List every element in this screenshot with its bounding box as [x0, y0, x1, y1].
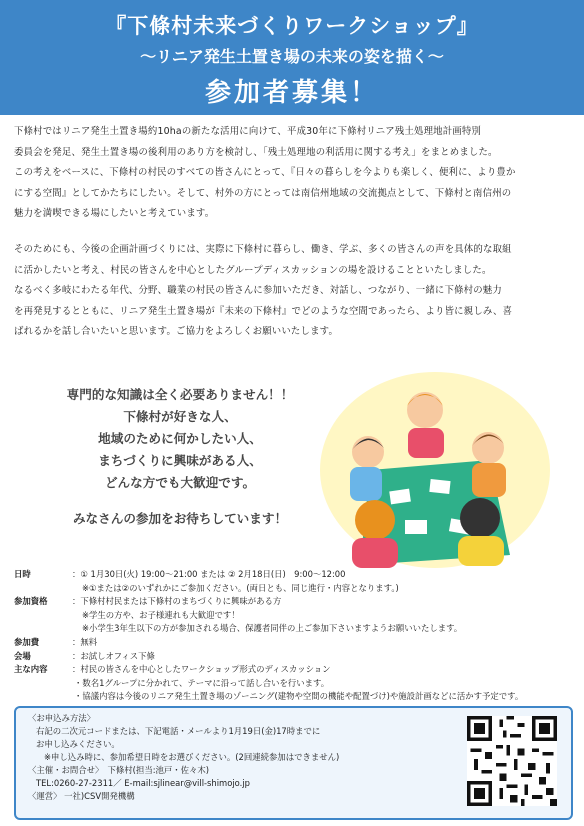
callout-line: 下條村が好きな人、	[123, 409, 237, 424]
intro-line: なるべく多岐にわたる年代、分野、職業の村民の皆さんに参加いただき、対話し、つながり、一緒に下條村の魅力	[14, 285, 502, 296]
page-subtitle: 〜リニア発生土置き場の未来の姿を描く〜	[140, 47, 444, 66]
detail-datetime	[14, 568, 574, 582]
detail-note: ※①または②のいずれかにご参加ください。(両日とも、同じ進行・内容となります。)	[82, 582, 399, 593]
intro-line: そのためにも、今後の企画計画づくりには、実際に下條村に暮らし、働き、学ぶ、多くの皆さんの声を具体的な取組	[14, 244, 512, 255]
detail-note: ※小学生3年生以下の方が参加される場合、保護者同伴の上ご参加下さいますようお願いいたします。	[82, 623, 463, 634]
application-info	[28, 712, 448, 803]
intro-paragraph-1	[14, 122, 574, 225]
callout-line: 専門的な知識は全く必要ありません！！	[66, 387, 294, 402]
contact-tel-email[interactable]: TEL:0260-27-2311／ E-mail:sjlinear@vill-shimojo.jp	[36, 778, 250, 788]
detail-label: 日時	[14, 569, 31, 579]
application-line: 右記の二次元コードまたは、下記電話・メールより1月19日(金)17時までに	[36, 726, 321, 736]
recruit-heading: 参加者募集！	[204, 78, 379, 108]
intro-line: 魅力を満喫できる場にしたいと考えています。	[14, 208, 215, 219]
detail-value: ：無料	[72, 636, 98, 647]
operator-line: 〈運営〉 一社)CSV開発機構	[28, 791, 135, 801]
people-illustration	[310, 370, 550, 575]
header-banner	[0, 0, 584, 115]
welcome-callout	[30, 384, 330, 494]
application-heading: 〈お申込み方法〉	[28, 713, 95, 723]
detail-note: ※学生の方や、お子様連れも大歓迎です！	[82, 609, 240, 620]
detail-venue	[14, 650, 574, 664]
detail-label: 会場	[14, 650, 31, 661]
detail-label: 参加費	[14, 636, 40, 647]
detail-label: 主な内容	[14, 664, 48, 675]
detail-content	[14, 663, 574, 677]
page-title: 『下條村未来づくりワークショップ』	[105, 14, 479, 38]
intro-line: に活かしたいと考え、村民の皆さんを中心としたグループディスカッションの場を設けることといたしました。	[14, 264, 492, 276]
intro-line: を再発見するとともに、リニア発生土置き場が『未来の下條村』でどのような空間であったら、より皆に親しみ、喜	[14, 305, 513, 317]
detail-value: ：お試しオフィス下條	[72, 650, 155, 661]
application-line: お申し込みください。	[36, 739, 120, 749]
application-box	[14, 706, 573, 820]
detail-eligibility	[14, 595, 574, 609]
qr-code-icon[interactable]	[467, 716, 557, 806]
detail-fee	[14, 636, 574, 650]
event-details	[14, 568, 574, 704]
detail-bullet: ・数名1グループに分かれて、テーマに沿って話し合いを行います。	[74, 677, 330, 688]
intro-line: ばれるかを話し合いたいと思います。ご協力をよろしくお願いいたします。	[14, 326, 339, 337]
contact-line: 〈主催・お問合せ〉 下條村(担当:池戸・佐々木)	[28, 765, 210, 775]
detail-value: ：村民の皆さんを中心としたワークショップ形式のディスカッション	[72, 664, 331, 675]
intro-line: 委員会を発足、発生土置き場の後利用のあり方を検討し、「残土処理地の利活用に関する考え」をまとめました。	[14, 146, 498, 158]
detail-label: 参加資格	[14, 596, 48, 607]
intro-line: この考えをベースに、下條村の村民のすべての皆さんにとって、『日々の暮らしを今よりも楽しく、便利に、より豊か	[14, 167, 516, 178]
callout-line: 地域のために何かしたい人、	[98, 431, 262, 446]
detail-bullet: ・協議内容は今後のリニア発生土置き場のゾーニング(建物や空間の機能や配置づけ)や施設計画などに活かす予定です。	[74, 691, 524, 702]
callout-line: どんな方でも大歓迎です。	[104, 475, 256, 490]
callout-closing: みなさんの参加をお待ちしています！	[72, 511, 288, 526]
intro-paragraph-2	[14, 240, 574, 343]
application-line: ※申し込み時に、参加希望日時をお選びください。(2回連続参加はできません)	[44, 752, 340, 762]
intro-line: 下條村ではリニア発生土置き場約10haの新たな活用に向けて、平成30年に下條村リニア残土処理地計画特別	[14, 126, 482, 137]
detail-value: ：① 1月30日(火) 19:00～21:00 または ② 2月18日(日) 9:00～12:00	[72, 569, 346, 579]
detail-value: ：下條村村民または下條村のまちづくりに興味がある方	[72, 596, 282, 607]
callout-line: まちづくりに興味がある人、	[98, 453, 262, 468]
intro-line: にする空間』としてかたちにしたい。そして、村外の方にとっては南信州地域の交流拠点として、下條村と南信州の	[14, 187, 512, 199]
